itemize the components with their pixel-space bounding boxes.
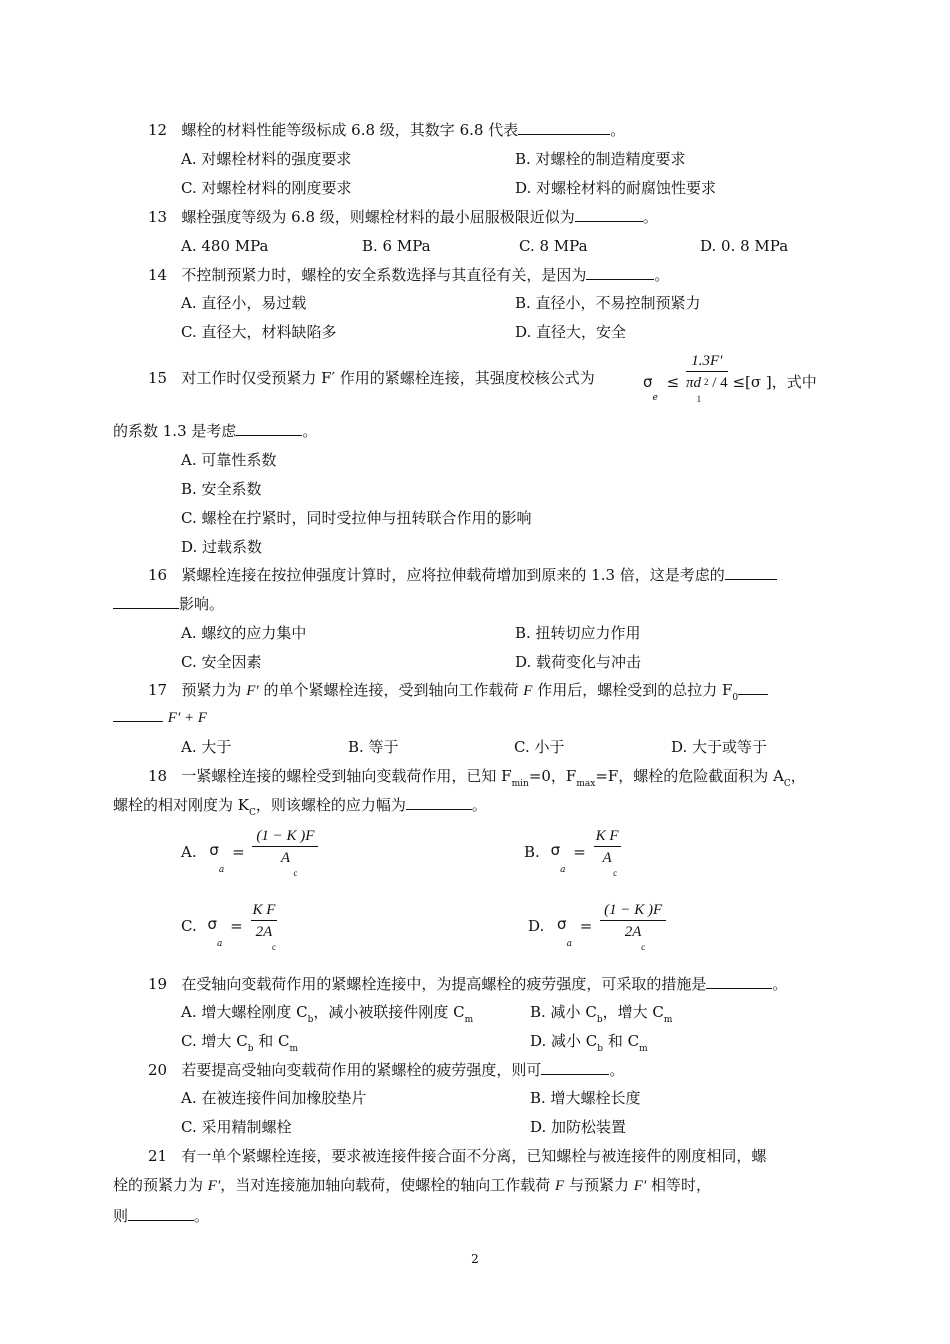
q15-stem: 15 对工作时仅受预紧力 F′ 作用的紧螺栓连接，其强度校核公式为 [148,369,595,387]
q14-option-a: A. 直径小，易过载 [181,294,307,312]
q15-option-d: D. 过载系数 [181,538,263,556]
q19-option-c: C. 增大 $C_b$ 和 $C_m$ [181,1032,299,1054]
q16-option-a: A. 螺纹的应力集中 [181,624,307,642]
q18-option-b: B. $\sigma_a$ = K F A $^c$ [524,828,619,878]
q20-option-a: A. 在被连接件间加橡胶垫片 [181,1089,367,1107]
q19-option-b: B. 减小 $C_b$，增大 $C_m$ [530,1003,673,1025]
q15-option-b: B. 安全系数 [181,480,262,498]
q21-stem-line3: 则 。 [113,1207,210,1225]
q16-option-c: C. 安全因素 [181,653,262,671]
q19-option-d: D. 减小 $C_b$ 和 $C_m$ [530,1032,648,1054]
q14-option-c: C. 直径大，材料缺陷多 [181,323,337,341]
q17-option-b: B. 等于 [348,738,399,756]
answer-blank[interactable] [541,1060,609,1075]
q12-option-c: C. 对螺栓材料的刚度要求 [181,179,352,197]
q20-stem: 20 若要提高受轴向变载荷作用的紧螺栓的疲劳强度，则可 。 [148,1061,625,1079]
answer-blank[interactable] [113,707,163,722]
q17-stem-cont: F′ + F [113,707,207,728]
q19-option-a: A. 增大螺栓刚度 $C_b$，减小被联接件刚度 $C_m$ [181,1003,474,1025]
answer-blank[interactable] [575,207,643,222]
q13-option-c: C. 8 MPa [519,237,588,255]
q21-stem-line2: 栓的预紧力为 F′，当对连接施加轴向载荷，使螺栓的轴向工作载荷 F 与预紧力 F′ 相等时， [113,1176,712,1194]
q20-option-c: C. 采用精制螺栓 [181,1118,292,1136]
q14-option-d: D. 直径大，安全 [515,323,627,341]
q15-option-a: A. 可靠性系数 [181,451,277,469]
answer-blank[interactable] [113,594,179,609]
answer-blank[interactable] [236,421,302,436]
answer-blank[interactable] [128,1206,194,1221]
q12-option-a: A. 对螺栓材料的强度要求 [181,150,352,168]
answer-blank[interactable] [406,795,472,810]
q18-option-d: D. $\sigma_a$ = (1 − K )F 2A $^c$ [528,900,666,966]
q16-option-d: D. 载荷变化与冲击 [515,653,642,671]
q13-option-d: D. 0. 8 MPa [700,237,789,255]
q15-fraction: 1.3F′ πd 2 / 4 $^1$ [685,353,728,404]
q18-option-c: C. $\sigma_a$ = K F 2A $^c$ [181,902,276,952]
q13-option-a: A. 480 MPa [181,237,269,255]
q12-option-b: B. 对螺栓的制造精度要求 [515,150,686,168]
q18-stem: 18 一紧螺栓连接的螺栓受到轴向变载荷作用，已知 $F_{min}=0$，$F_{max}=F$，螺栓的危险截面积为 $A_C$， [148,767,806,789]
q16-option-b: B. 扭转切应力作用 [515,624,641,642]
answer-blank[interactable] [725,565,777,580]
q18-option-a: A. $\sigma_a$ = (1 − K )F A $^c$ [181,826,318,892]
page-number: 2 [471,1252,479,1266]
q18-stem-cont: 螺栓的相对刚度为 $K_C$，则该螺栓的应力幅为 。 [113,796,487,818]
q17-option-c: C. 小于 [514,738,565,756]
q13-stem: 13 螺栓强度等级为 6.8 级，则螺栓材料的最小屈服极限近似为 。 [148,208,658,226]
answer-blank[interactable] [738,680,768,695]
q12-stem: 12 螺栓的材料性能等级标成 6.8 级，其数字 6.8 代表 。 [148,121,626,139]
q15-formula: $\sigma_e$ ≤ 1.3F′ πd 2 / 4 $^1$ ≤[σ ]，式中 [643,351,817,418]
q13-option-b: B. 6 MPa [362,237,431,255]
answer-blank[interactable] [706,974,772,989]
q14-stem: 14 不控制预紧力时，螺栓的安全系数选择与其直径有关，是因为 。 [148,266,670,284]
q15-option-c: C. 螺栓在拧紧时，同时受拉伸与扭转联合作用的影响 [181,509,532,527]
q20-option-d: D. 加防松装置 [530,1118,627,1136]
q17-option-d: D. 大于或等于 [671,738,768,756]
q14-option-b: B. 直径小，不易控制预紧力 [515,294,701,312]
q16-stem: 16 紧螺栓连接在按拉伸强度计算时，应将拉伸载荷增加到原来的 1.3 倍，这是考虑的 [148,565,777,585]
answer-blank[interactable] [586,265,654,280]
q21-stem: 21 有一单个紧螺栓连接，要求被连接件接合面不分离，已知螺栓与被连接件的刚度相同，螺 [148,1147,767,1165]
answer-blank[interactable] [518,120,610,135]
q17-option-a: A. 大于 [181,738,232,756]
q16-stem-cont: 影响。 [113,594,224,614]
q17-stem: 17 预紧力为 F′ 的单个紧螺栓连接，受到轴向工作载荷 F 作用后，螺栓受到的总拉力 $F_0$ [148,680,768,708]
q19-stem: 19 在受轴向变载荷作用的紧螺栓连接中，为提高螺栓的疲劳强度，可采取的措施是 。 [148,975,788,993]
q20-option-b: B. 增大螺栓长度 [530,1089,641,1107]
q15-stem-cont: 的系数 1.3 是考虑 。 [113,422,318,440]
q12-option-d: D. 对螺栓材料的耐腐蚀性要求 [515,179,717,197]
